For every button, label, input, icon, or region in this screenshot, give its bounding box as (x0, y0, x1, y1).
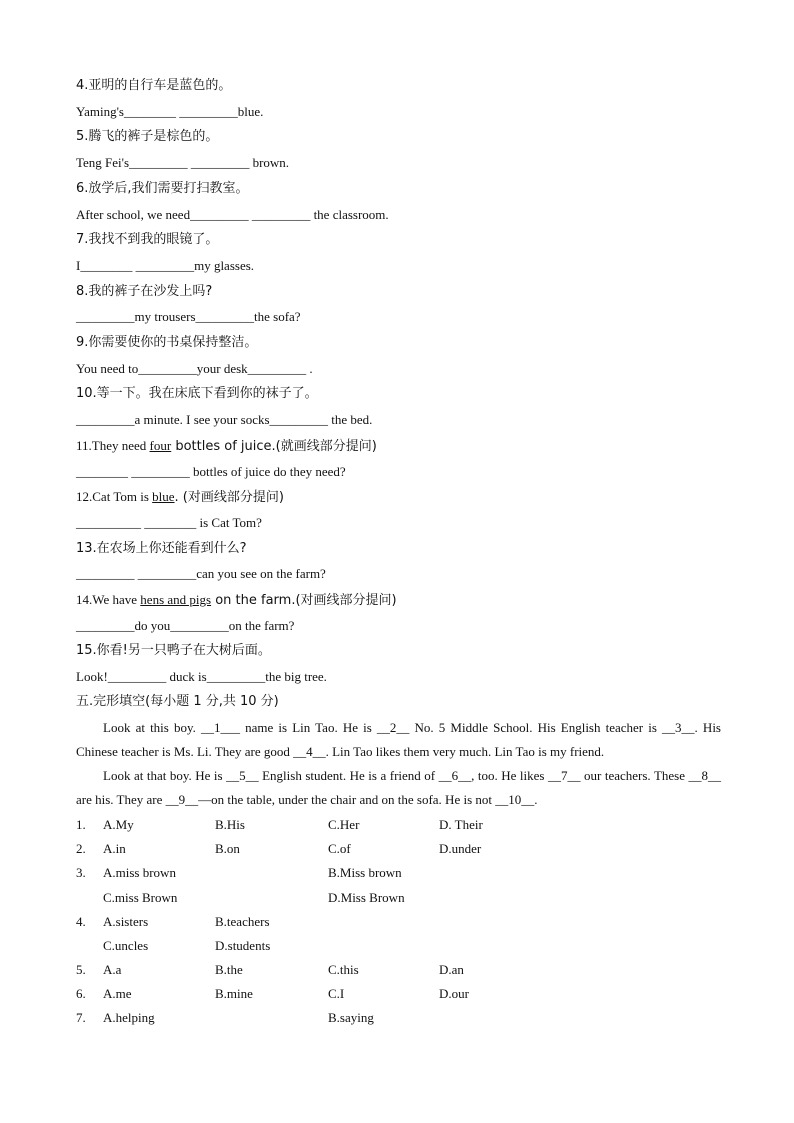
question-14-answer-line: _________do you_________on the farm? (76, 618, 295, 633)
question-10-prompt: 10.等一下。我在床底下看到你的袜子了。 (76, 386, 318, 401)
question-6-prompt: 6.放学后,我们需要打扫教室。 (76, 181, 249, 196)
question-6-answer-line: After school, we need_________ _________ the classroom. (76, 207, 389, 222)
option-a: A.My (103, 817, 134, 832)
question-5-prompt: 5.腾飞的裤子是棕色的。 (76, 129, 219, 144)
option-d: D.under (439, 841, 482, 856)
option-b: B.on (215, 841, 240, 856)
option-a: A.a (103, 962, 122, 977)
question-11-answer-line: ________ _________ bottles of juice do they need? (76, 464, 346, 479)
question-9-answer-line: You need to_________your desk_________ . (76, 361, 313, 376)
section-5-title: 五.完形填空(每小题 1 分,共 10 分) (76, 694, 279, 709)
question-13-prompt: 13.在农场上你还能看到什么? (76, 541, 247, 556)
question-11-prefix: 11.They need (76, 438, 150, 453)
option-d: D. Their (439, 817, 483, 832)
option-d: D.our (439, 986, 469, 1001)
option-b: B.teachers (215, 914, 270, 929)
question-8-prompt: 8.我的裤子在沙发上吗? (76, 284, 213, 299)
option-number: 5. (76, 962, 86, 977)
option-number: 7. (76, 1010, 86, 1025)
question-11-prompt (76, 438, 721, 455)
option-c: D.Miss Brown (328, 890, 405, 905)
option-b: B.His (215, 817, 245, 832)
question-15-prompt: 15.你看!另一只鸭子在大树后面。 (76, 643, 271, 658)
option-c: C.I (328, 986, 345, 1001)
question-5-answer-line: Teng Fei's_________ _________ brown. (76, 155, 290, 170)
option-a: A.in (103, 841, 126, 856)
option-a: A.helping (103, 1010, 155, 1025)
question-4-answer-line: Yaming's________ _________blue. (76, 104, 264, 119)
option-number: 1. (76, 817, 86, 832)
option-a: A.sisters (103, 914, 149, 929)
option-number: 6. (76, 986, 86, 1001)
option-number: 3. (76, 865, 86, 880)
cloze-paragraph-1: Look at this boy. __1___ name is Lin Tao. He is __2__ No. 5 Middle School. His English teacher is __3__. His Chinese teacher is Ms. Li. They are good __4__. Lin Tao likes them very much. Lin Tao is my friend. (76, 720, 721, 759)
option-b: B.mine (215, 986, 253, 1001)
question-9-prompt: 9.你需要使你的书桌保持整洁。 (76, 335, 258, 350)
question-8-answer-line: _________my trousers_________the sofa? (76, 309, 301, 324)
option-d: D.an (439, 962, 464, 977)
question-12-underlined: blue (152, 489, 175, 504)
question-12-suffix: . (对画线部分提问) (174, 490, 284, 505)
question-10-answer-line: _________a minute. I see your socks_________ the bed. (76, 412, 373, 427)
option-b: D.students (215, 938, 271, 953)
option-b: B.the (215, 962, 243, 977)
option-number: 2. (76, 841, 86, 856)
question-7-prompt: 7.我找不到我的眼镜了。 (76, 232, 219, 247)
question-12-answer-line: __________ ________ is Cat Tom? (76, 515, 262, 530)
question-14-underlined: hens and pigs (140, 592, 212, 607)
question-15-answer-line: Look!_________ duck is_________the big tree. (76, 669, 327, 684)
question-11-underlined: four (149, 438, 172, 453)
question-12-prompt (76, 489, 721, 506)
cloze-paragraph-2: Look at that boy. He is __5__ English student. He is a friend of __6__, too. He likes __7__ our teachers. These __8__ are his. They are __9__—on the table, under the chair and on the sofa. He is not __10__. (76, 768, 721, 807)
option-c: B.Miss brown (328, 865, 402, 880)
question-14-suffix: on the farm.(对画线部分提问) (211, 593, 397, 608)
question-13-answer-line: _________ _________can you see on the farm? (76, 566, 326, 581)
question-14-prompt (76, 592, 721, 609)
option-c: B.saying (328, 1010, 374, 1025)
question-7-answer-line: I________ _________my glasses. (76, 258, 255, 273)
question-14-prefix: 14.We have (76, 592, 141, 607)
option-c: C.this (328, 962, 359, 977)
option-c: C.of (328, 841, 351, 856)
option-a: C.miss Brown (103, 890, 178, 905)
option-a: C.uncles (103, 938, 149, 953)
option-a: A.me (103, 986, 132, 1001)
option-c: C.Her (328, 817, 360, 832)
question-12-prefix: 12.Cat Tom is (76, 489, 153, 504)
question-11-suffix: bottles of juice.(就画线部分提问) (171, 439, 377, 454)
question-4-prompt: 4.亚明的自行车是蓝色的。 (76, 78, 232, 93)
option-number: 4. (76, 914, 86, 929)
option-a: A.miss brown (103, 865, 176, 880)
